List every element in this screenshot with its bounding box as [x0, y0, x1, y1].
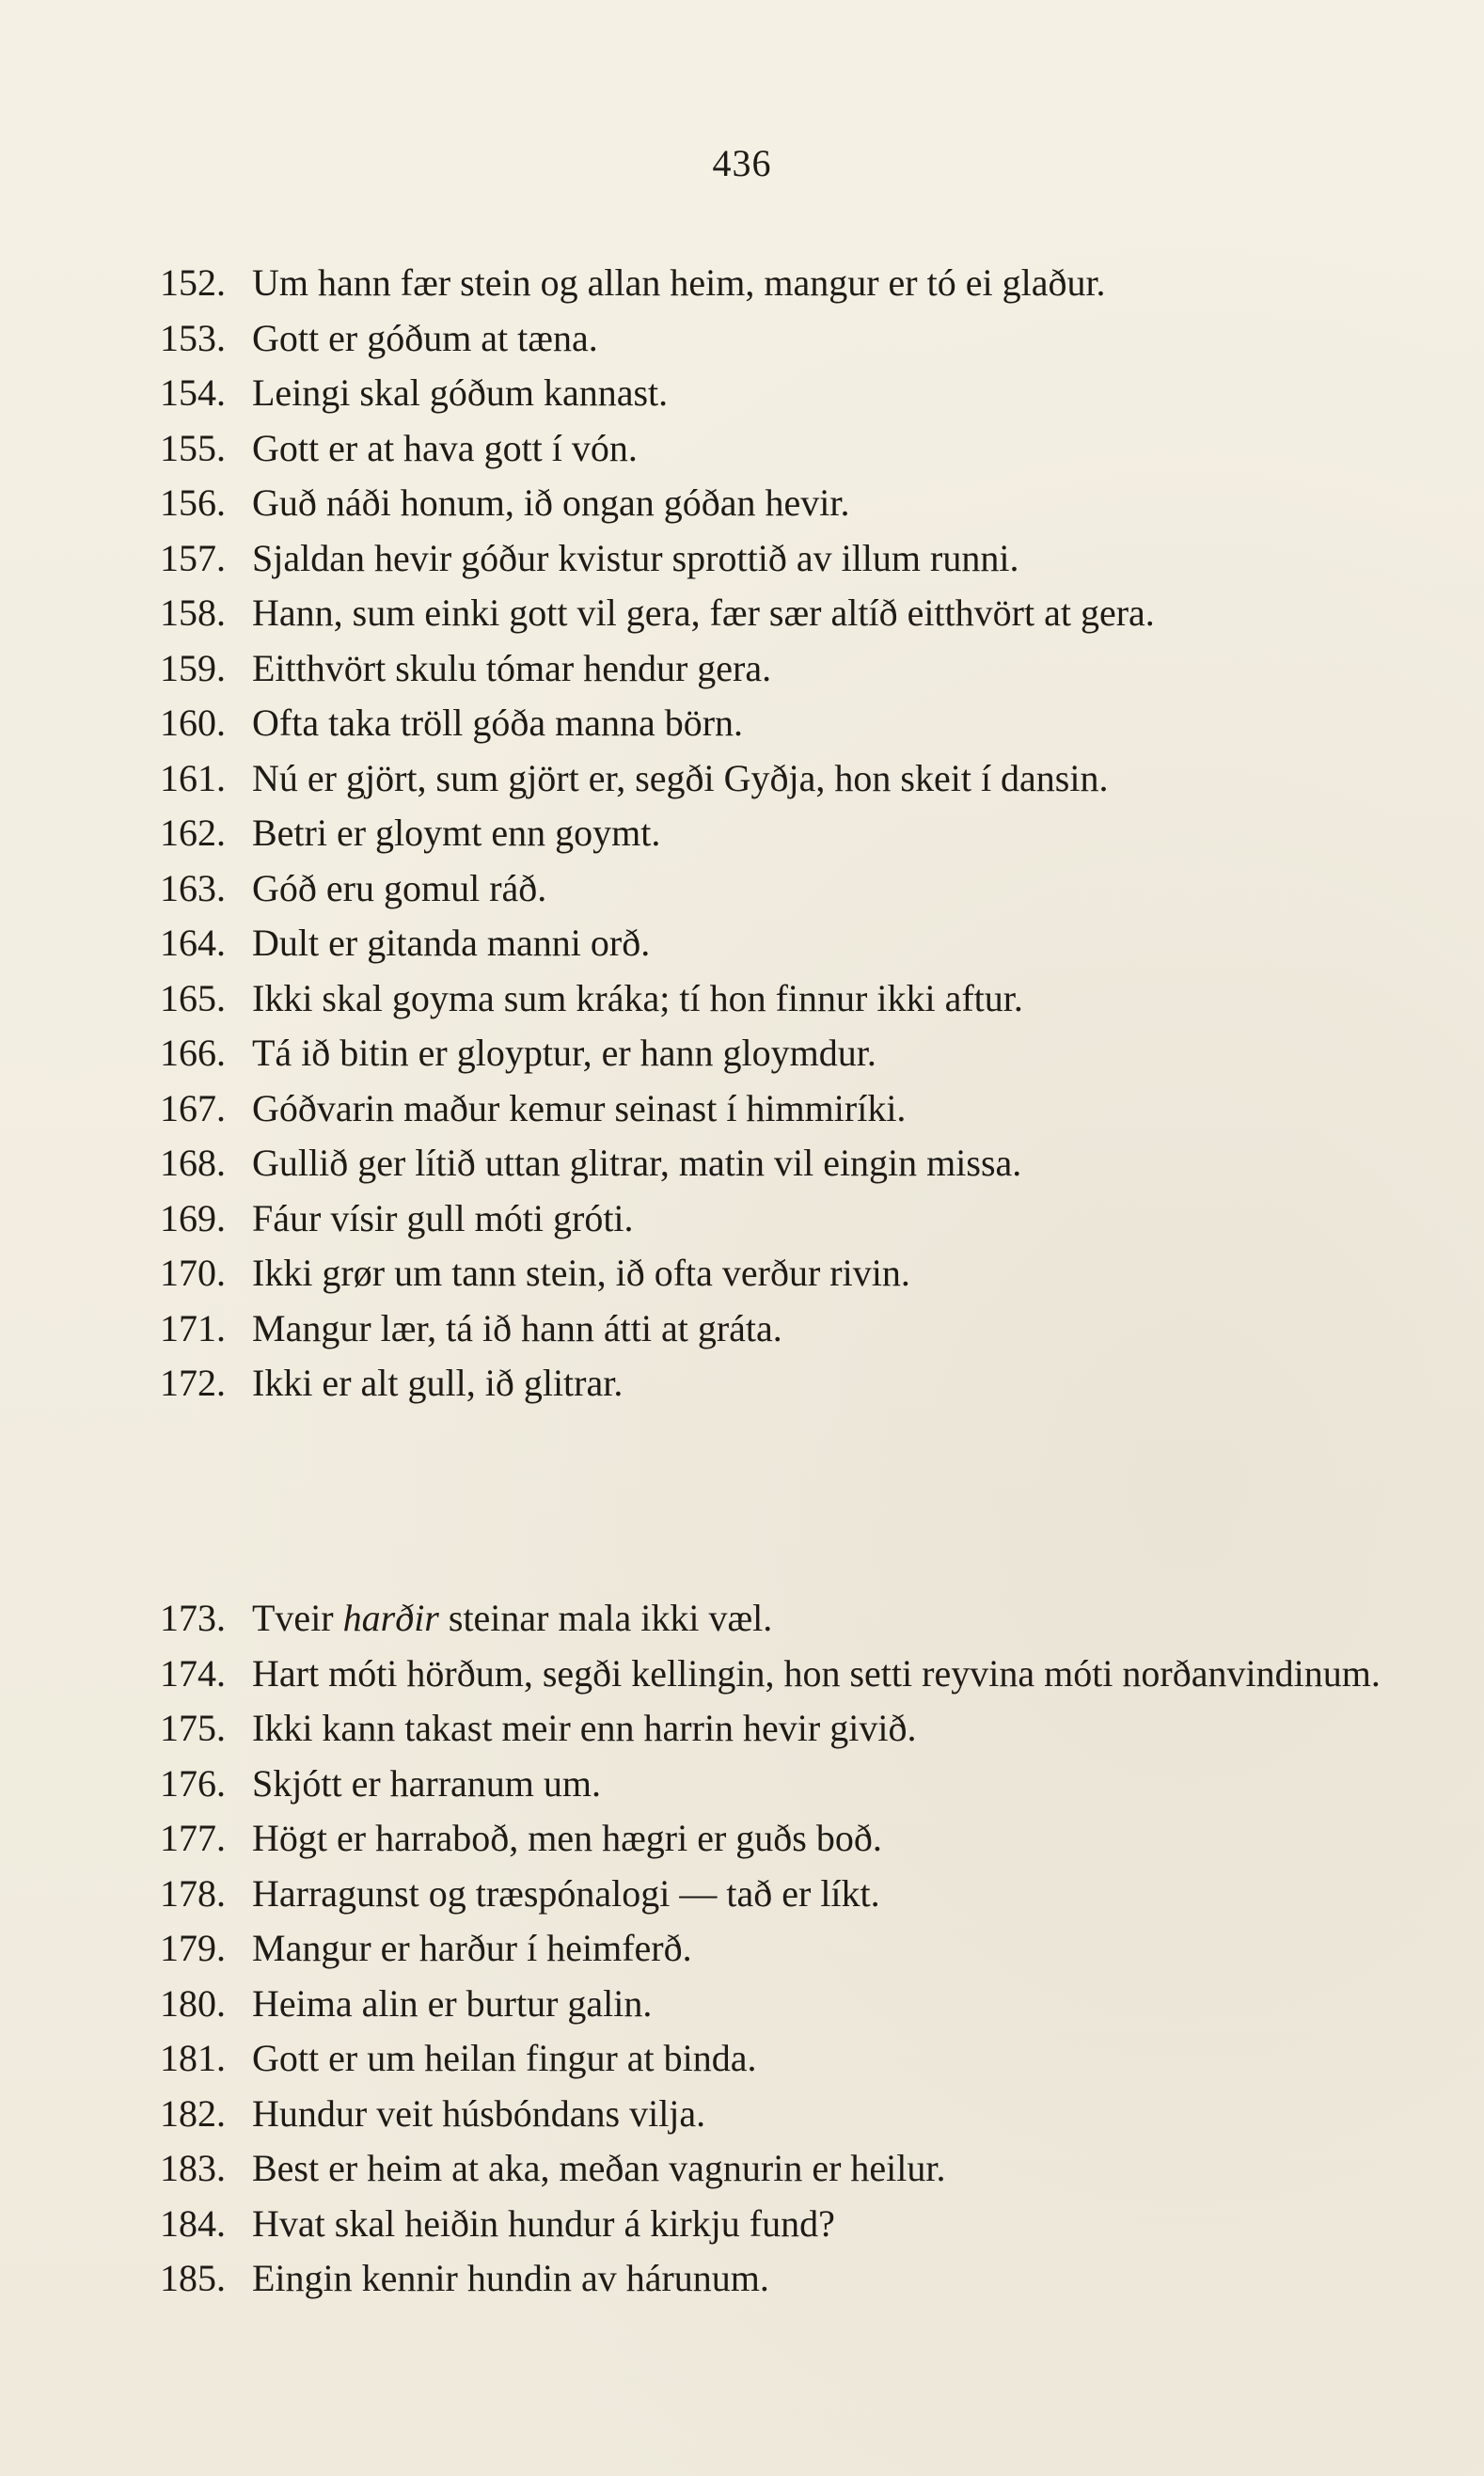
- proverb-text: Ofta taka tröll góða manna börn.: [252, 702, 744, 744]
- proverb-number: 159.: [160, 646, 226, 689]
- proverb-text-emphasis: harðir: [342, 1597, 439, 1639]
- proverb-list-a: [0, 256, 1484, 1411]
- proverb-entry: [0, 1591, 1390, 1647]
- proverb-entry: [0, 861, 1390, 917]
- proverb-number: 180.: [160, 1981, 226, 2025]
- proverb-number: 162.: [160, 812, 226, 854]
- proverb-number: 183.: [160, 2147, 226, 2189]
- proverb-entry: [0, 1811, 1390, 1867]
- proverb-text: Guð náði honum, ið ongan góðan hevir.: [252, 481, 850, 524]
- proverb-text: Um hann fær stein og allan heim, mangur er tó ei glaður.: [252, 261, 1106, 304]
- proverb-text: Hart móti hörðum, segði kellingin, hon setti reyvina móti norðanvindinum.: [252, 1651, 1381, 1695]
- proverb-text: Betri er gloymt enn goymt.: [252, 812, 661, 854]
- proverb-number: 172.: [160, 1362, 226, 1404]
- proverb-number: 153.: [160, 316, 226, 359]
- proverb-text: Gott er at hava gott í vón.: [252, 426, 638, 469]
- proverb-text: Fáur vísir gull móti gróti.: [252, 1196, 634, 1239]
- proverb-text: Harragunst og træspónalogi — tað er líkt.: [252, 1871, 880, 1915]
- proverb-text: Högt er harraboð, men hægri er guðs boð.: [252, 1817, 882, 1859]
- proverb-entry: [0, 916, 1390, 971]
- proverb-number: 176.: [160, 1761, 226, 1805]
- proverb-text: Eingin kennir hundin av hárunum.: [252, 2257, 769, 2299]
- proverb-entry: [0, 2031, 1390, 2087]
- proverb-number: 175.: [160, 1707, 226, 1749]
- proverb-text: Mangur er harður í heimferð.: [252, 1927, 692, 1969]
- proverb-number: 167.: [160, 1086, 226, 1129]
- proverb-text: [252, 1597, 772, 1639]
- proverb-entry: [0, 751, 1390, 807]
- proverb-text: Gullið ger lítið uttan glitrar, matin vil eingin missa.: [252, 1142, 1022, 1184]
- proverb-entry: [0, 256, 1390, 311]
- proverb-entry: [0, 1356, 1390, 1411]
- proverb-number: 185.: [160, 2257, 226, 2299]
- proverb-entry: [0, 1867, 1390, 1922]
- proverb-number: 155.: [160, 426, 226, 469]
- proverb-entry: [0, 641, 1390, 697]
- proverb-text: Eitthvört skulu tómar hendur gera.: [252, 646, 772, 689]
- proverb-text: Best er heim at aka, meðan vagnurin er heilur.: [252, 2147, 946, 2189]
- proverb-entry: [0, 1701, 1390, 1757]
- proverb-text: Hann, sum einki gott vil gera, fær sær altíð eitthvört at gera.: [252, 591, 1155, 634]
- proverb-entry: [0, 2251, 1390, 2307]
- proverb-entry: [0, 2141, 1390, 2197]
- proverb-entry: [0, 1921, 1390, 1977]
- proverb-number: 184.: [160, 2201, 226, 2245]
- proverb-number: 166.: [160, 1032, 226, 1074]
- proverb-entry: [0, 1191, 1390, 1247]
- proverb-number: 173.: [160, 1597, 226, 1639]
- proverb-text: Ikki skal goyma sum kráka; tí hon finnur ikki aftur.: [252, 976, 1023, 1019]
- proverb-number: 160.: [160, 702, 226, 744]
- proverb-text: Hundur veit húsbóndans vilja.: [252, 2091, 706, 2135]
- proverb-number: 165.: [160, 976, 226, 1019]
- proverb-entry: [0, 531, 1390, 587]
- proverb-text: Góð eru gomul ráð.: [252, 866, 547, 909]
- proverb-entry: [0, 1301, 1390, 1357]
- proverb-number: 174.: [160, 1651, 226, 1695]
- proverb-text: Nú er gjört, sum gjört er, segði Gyðja, hon skeit í dansin.: [252, 756, 1109, 799]
- proverb-text: Leingi skal góðum kannast.: [252, 371, 669, 414]
- proverb-text: Mangur lær, tá ið hann átti at gráta.: [252, 1306, 782, 1349]
- proverb-text: Gott er góðum at tæna.: [252, 316, 598, 359]
- proverb-entry: [0, 311, 1390, 367]
- proverb-number: 152.: [160, 261, 226, 304]
- proverb-entry: [0, 2197, 1390, 2252]
- proverb-text: Skjótt er harranum um.: [252, 1761, 602, 1805]
- proverb-entry: [0, 1647, 1390, 1702]
- proverb-entry: [0, 696, 1390, 751]
- proverb-entry: [0, 586, 1390, 641]
- proverb-number: 177.: [160, 1817, 226, 1859]
- proverb-text: Ikki grør um tann stein, ið ofta verður rivin.: [252, 1252, 910, 1294]
- proverb-number: 164.: [160, 922, 226, 964]
- proverb-number: 154.: [160, 371, 226, 414]
- proverb-number: 157.: [160, 536, 226, 579]
- proverb-number: 158.: [160, 591, 226, 634]
- proverb-entry: [0, 1246, 1390, 1301]
- proverb-number: 178.: [160, 1871, 226, 1915]
- proverb-text-before: Tveir: [252, 1597, 343, 1639]
- proverb-text-after: steinar mala ikki væl.: [438, 1597, 773, 1639]
- proverb-text: Hvat skal heiðin hundur á kirkju fund?: [252, 2201, 835, 2245]
- proverb-number: 156.: [160, 481, 226, 524]
- proverb-number: 170.: [160, 1252, 226, 1294]
- proverb-text: Tá ið bitin er gloyptur, er hann gloymdur.: [252, 1032, 876, 1074]
- proverb-text: Ikki er alt gull, ið glitrar.: [252, 1362, 624, 1404]
- proverb-text: Heima alin er burtur galin.: [252, 1981, 653, 2025]
- proverb-number: 161.: [160, 756, 226, 799]
- proverb-entry: [0, 971, 1390, 1027]
- proverb-number: 163.: [160, 866, 226, 909]
- proverb-entry: [0, 366, 1390, 421]
- proverb-entry: [0, 1757, 1390, 1812]
- proverb-entry: [0, 421, 1390, 477]
- proverb-text: Gott er um heilan fingur at binda.: [252, 2037, 757, 2079]
- proverb-number: 182.: [160, 2091, 226, 2135]
- proverb-number: 169.: [160, 1196, 226, 1239]
- proverb-entry: [0, 1136, 1390, 1191]
- proverb-text: Sjaldan hevir góður kvistur sprottið av illum runni.: [252, 536, 1019, 579]
- proverb-entry: [0, 476, 1390, 531]
- proverb-entry: [0, 1977, 1390, 2032]
- proverb-number: 171.: [160, 1306, 226, 1349]
- proverb-number: 179.: [160, 1927, 226, 1969]
- proverb-text: Góðvarin maður kemur seinast í himmiríki.: [252, 1086, 907, 1129]
- proverb-text: Dult er gitanda manni orð.: [252, 922, 651, 964]
- page-number: 436: [712, 142, 772, 184]
- proverb-entry: [0, 2087, 1390, 2142]
- proverb-entry: [0, 1081, 1390, 1137]
- proverb-list-b: [0, 1591, 1484, 2307]
- proverb-number: 181.: [160, 2037, 226, 2079]
- proverb-text: Ikki kann takast meir enn harrin hevir givið.: [252, 1707, 917, 1749]
- proverb-entry: [0, 806, 1390, 861]
- proverb-entry: [0, 1026, 1390, 1081]
- proverb-number: 168.: [160, 1142, 226, 1184]
